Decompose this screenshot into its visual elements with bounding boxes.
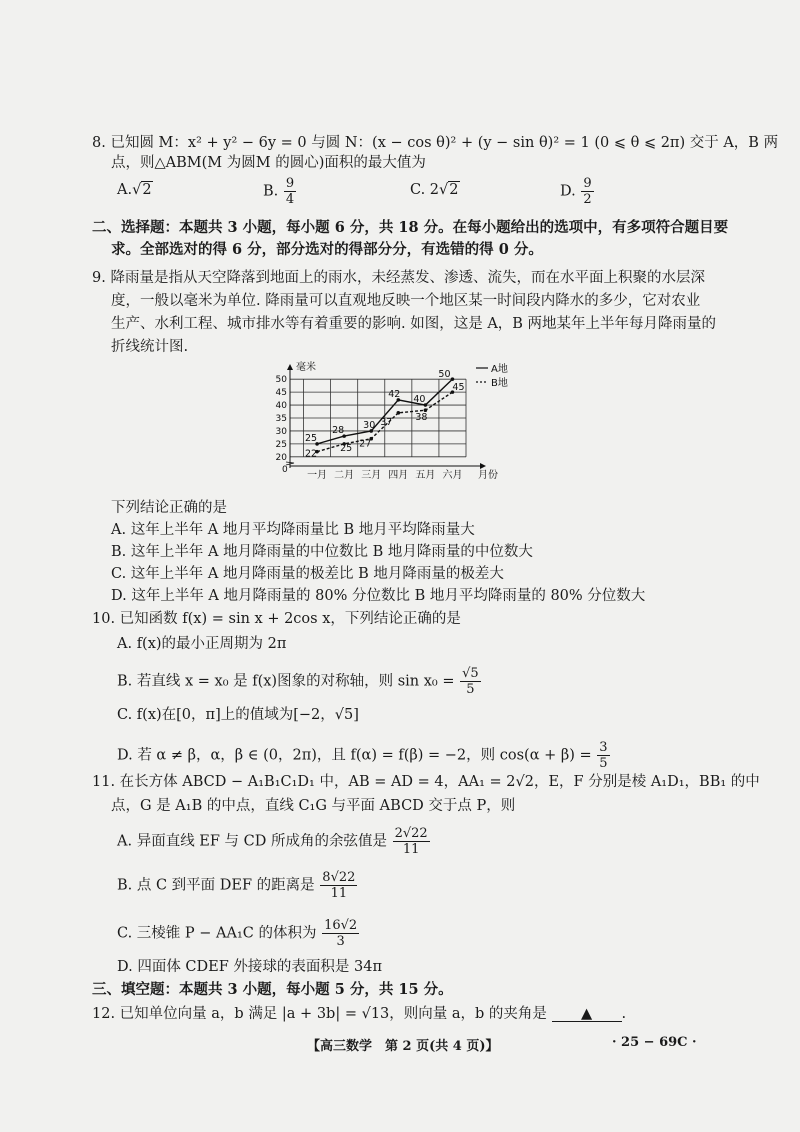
y-axis-arrow <box>287 364 293 370</box>
q11-b-num: 8√22 <box>322 870 356 885</box>
q11-b-text: B. 点 C 到平面 DEF 的距离是 <box>117 877 315 894</box>
data-label: 28 <box>332 425 345 437</box>
q12-text: 12. 已知单位向量 a，b 满足 |a + 3b| = √13，则向量 a，b 的夹角是 <box>92 1006 547 1022</box>
q12-line <box>92 1004 626 1024</box>
q9-option-a: A. 这年上半年 A 地月平均降雨量比 B 地月平均降雨量大 <box>111 522 475 538</box>
legend-label: B地 <box>491 378 508 389</box>
data-label: 22 <box>305 448 318 460</box>
q8-option-a: A.√2 <box>117 182 152 198</box>
q8-a-prefix: A. <box>117 182 133 198</box>
q11-a-num: 2√22 <box>394 826 428 841</box>
x-axis-arrow <box>480 463 486 469</box>
rainfall-line-chart <box>270 358 530 493</box>
x-tick-label: 五月 <box>415 470 436 481</box>
x-axis-label: 月份 <box>478 470 498 481</box>
q8-c-value: 2 <box>449 182 459 198</box>
q11-b-den: 11 <box>330 886 348 901</box>
q12-answer-blank[interactable] <box>552 1007 622 1022</box>
q11-a-den: 11 <box>402 842 420 857</box>
data-label: 40 <box>413 394 426 406</box>
section2-line2: 求。全部选对的得 6 分，部分选对的得部分分，有选错的得 0 分。 <box>111 241 543 258</box>
data-label: 42 <box>388 388 401 400</box>
q11-c-text: C. 三棱锥 P − AA₁C 的体积为 <box>117 925 317 942</box>
data-label: 25 <box>305 432 318 444</box>
q8-b-prefix: B. <box>263 183 279 200</box>
q10-option-d <box>117 740 611 771</box>
data-label: 50 <box>438 369 451 381</box>
q8-b-num: 9 <box>285 176 295 191</box>
data-label: 30 <box>363 419 376 431</box>
q10-b-num: √5 <box>462 666 479 681</box>
x-tick-label: 四月 <box>388 470 409 481</box>
y-tick-label: 45 <box>275 388 287 399</box>
q11-line2: 点，G 是 A₁B 的中点，直线 C₁G 与平面 ABCD 交于点 P，则 <box>111 798 516 814</box>
q10-option-a: A. f(x)的最小正周期为 2π <box>117 636 287 652</box>
q10-d-text: D. 若 α ≠ β，α，β ∈ (0，2π)，且 f(α) = f(β) = −2，则 cos(α + β) = <box>117 747 592 764</box>
data-point <box>397 411 401 415</box>
x-tick-label: 六月 <box>442 470 463 481</box>
q10-line1: 10. 已知函数 f(x) = sin x + 2cos x，下列结论正确的是 <box>92 611 461 627</box>
q9-line2: 度，一般以毫米为单位. 降雨量可以直观地反映一个地区某一时间段内降水的多少，它对农业 <box>111 293 701 309</box>
y-tick-label: 35 <box>275 414 287 424</box>
q10-b-den: 5 <box>466 682 475 697</box>
q8-line1: 8. 已知圆 M：x² + y² − 6y = 0 与圆 N：(x − cos θ)² + (y − sin θ)² = 1 (0 ⩽ θ ⩽ 2π) 交于 A，B 两 <box>92 135 779 151</box>
q11-a-text: A. 异面直线 EF 与 CD 所成角的余弦值是 <box>117 833 387 850</box>
q12-end-period: . <box>621 1006 627 1022</box>
legend-label: A地 <box>491 364 508 375</box>
q8-line2: 点，则△ABM(M 为圆M 的圆心)面积的最大值为 <box>111 155 426 171</box>
q11-c-den: 3 <box>336 934 345 949</box>
q8-a-value: 2 <box>142 182 152 198</box>
q11-a-fraction <box>393 826 430 857</box>
y-tick-label: 40 <box>275 401 287 412</box>
q8-d-prefix: D. <box>560 183 576 200</box>
footer-page-info: 【高三数学 第 2 页(共 4 页)】 <box>307 1039 499 1054</box>
q9-line4: 折线统计图. <box>111 339 189 355</box>
q11-line1: 11. 在长方体 ABCD − A₁B₁C₁D₁ 中，AB = AD = 4，AA₁ = 2√2，E，F 分别是棱 A₁D₁，BB₁ 的中 <box>92 774 760 790</box>
section3-line1: 三、填空题：本题共 3 小题，每小题 5 分，共 15 分。 <box>92 981 453 998</box>
data-label: 25 <box>340 442 353 454</box>
q11-b-fraction <box>320 870 357 901</box>
q10-b-fraction <box>460 666 481 697</box>
y-axis-label: 毫米 <box>296 362 316 373</box>
q8-c-prefix: C. 2 <box>410 182 440 198</box>
origin-label: 0 <box>282 465 288 475</box>
q9-line1: 9. 降雨量是指从天空降落到地面上的雨水，未经蒸发、渗透、流失，而在水平面上积聚的水层深 <box>92 270 705 286</box>
q10-b-text: B. 若直线 x = x₀ 是 f(x)图象的对称轴，则 sin x₀ = <box>117 673 455 690</box>
q11-option-c <box>117 918 360 949</box>
data-label: 45 <box>452 382 465 394</box>
q12-blank-marker: ▲ <box>580 1006 593 1022</box>
chart-svg <box>270 358 530 493</box>
data-point <box>451 377 455 381</box>
data-label: 37 <box>380 416 393 428</box>
q10-d-fraction <box>597 740 609 771</box>
y-tick-label: 25 <box>275 439 287 450</box>
q9-option-b: B. 这年上半年 A 地月降雨量的中位数比 B 地月降雨量的中位数大 <box>111 544 533 560</box>
section2-line1: 二、选择题：本题共 3 小题，每小题 6 分，共 18 分。在每小题给出的选项中，有多项符合题目要 <box>92 219 729 236</box>
q10-option-c: C. f(x)在[0，π]上的值域为[−2，√5] <box>117 707 359 723</box>
q9-option-d: D. 这年上半年 A 地月降雨量的 80% 分位数比 B 地月平均降雨量的 80% 分位数大 <box>111 588 646 604</box>
q10-d-den: 5 <box>599 756 608 771</box>
q11-option-d: D. 四面体 CDEF 外接球的表面积是 34π <box>117 959 382 975</box>
q10-d-num: 3 <box>599 740 608 755</box>
data-label: 27 <box>359 438 372 450</box>
x-tick-label: 三月 <box>361 470 382 481</box>
q8-d-fraction <box>581 176 593 207</box>
q8-d-num: 9 <box>583 176 592 191</box>
data-label: 38 <box>415 412 428 424</box>
q9-line3: 生产、水利工程、城市排水等有着重要的影响. 如图，这是 A，B 两地某年上半年每月降雨量的 <box>111 316 717 332</box>
q8-b-fraction <box>284 176 296 207</box>
q8-b-den: 4 <box>285 192 295 207</box>
y-tick-label: 20 <box>275 452 287 463</box>
q11-option-a <box>117 826 431 857</box>
y-tick-label: 30 <box>275 426 287 437</box>
q10-option-b <box>117 666 482 697</box>
q11-option-b <box>117 870 358 901</box>
q9-prompt: 下列结论正确的是 <box>111 500 227 516</box>
q8-option-d <box>560 176 595 207</box>
x-tick-label: 一月 <box>307 470 328 481</box>
y-tick-label: 50 <box>275 375 287 386</box>
q11-c-fraction <box>322 918 359 949</box>
x-tick-label: 二月 <box>334 470 355 481</box>
q8-option-b <box>263 176 297 207</box>
q9-option-c: C. 这年上半年 A 地月降雨量的极差比 B 地月降雨量的极差大 <box>111 566 504 582</box>
footer-code: · 25 − 69C · <box>612 1035 697 1050</box>
q8-option-c: C. 2√2 <box>410 182 459 198</box>
q11-c-num: 16√2 <box>324 918 358 933</box>
q8-d-den: 2 <box>583 192 592 207</box>
